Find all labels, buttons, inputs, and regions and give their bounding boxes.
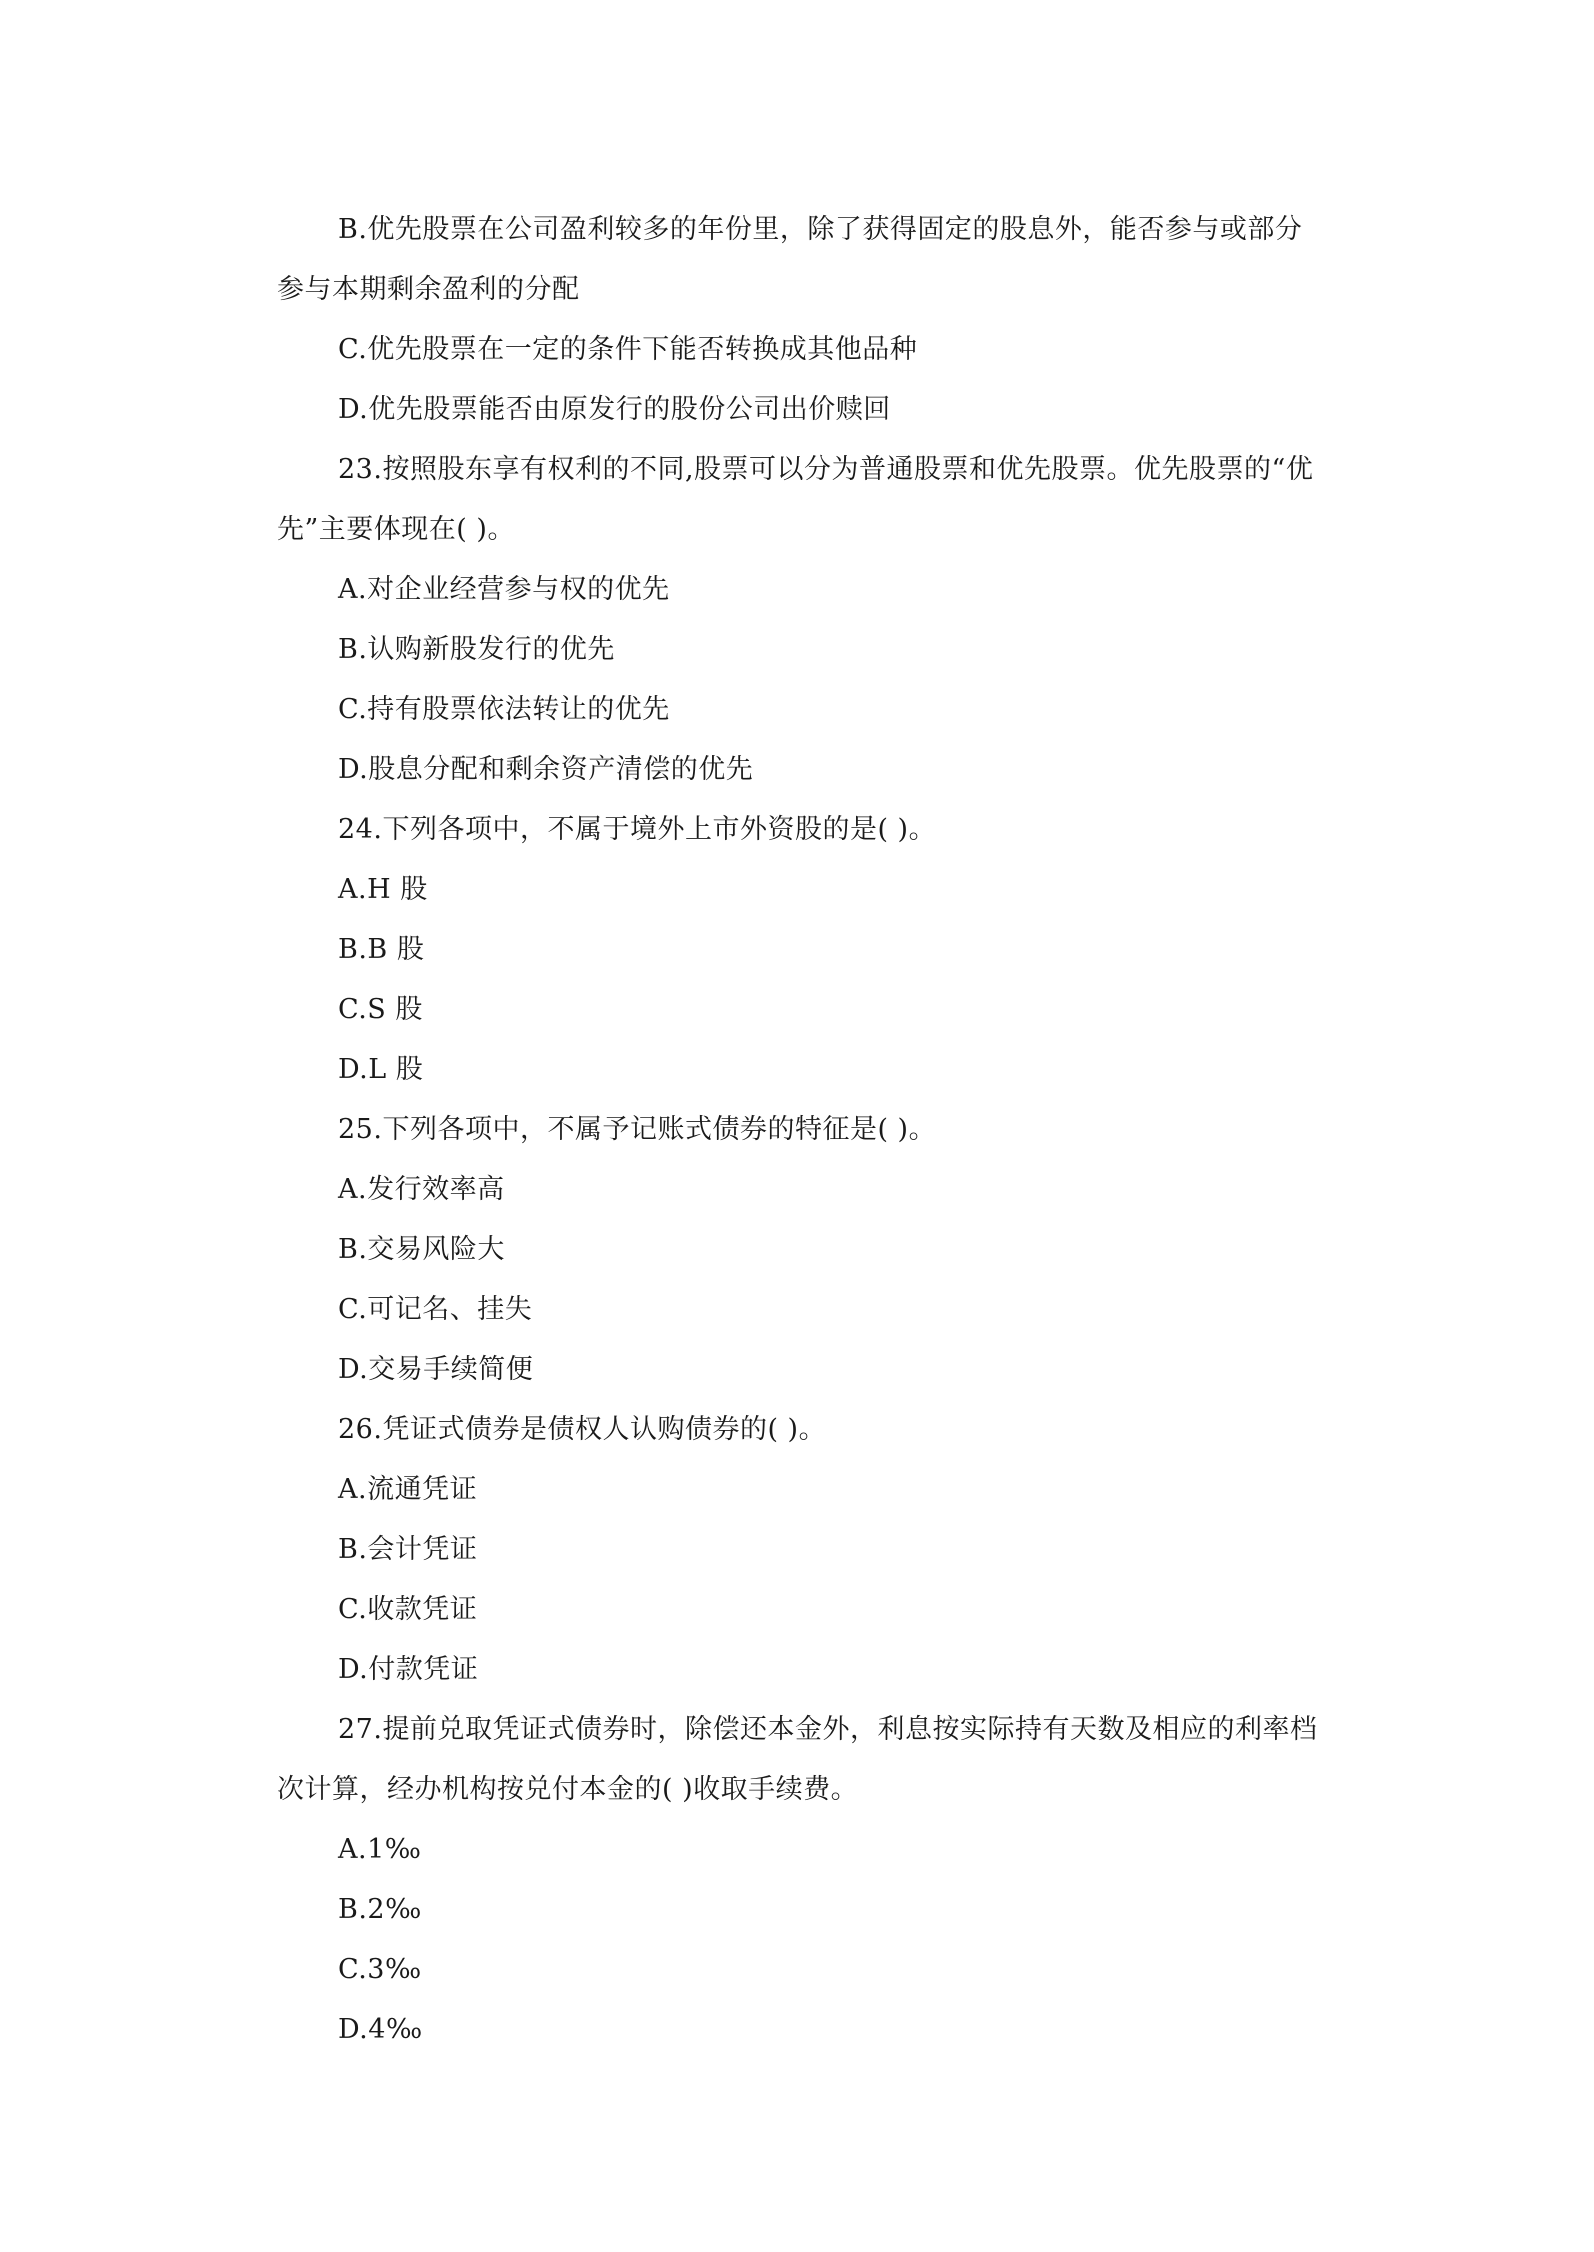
option-25-c: C.可记名、挂失 xyxy=(338,1294,533,1325)
option-26-d: D.付款凭证 xyxy=(338,1654,479,1685)
question-26: 26.凭证式债券是债权人认购债券的( )。 xyxy=(338,1414,827,1445)
option-23-d: D.股息分配和剩余资产清偿的优先 xyxy=(338,754,754,785)
question-27-line-2: 次计算，经办机构按兑付本金的( )收取手续费。 xyxy=(277,1774,859,1805)
option-26-b: B.会计凭证 xyxy=(338,1534,478,1565)
option-22-b-line-2: 参与本期剩余盈利的分配 xyxy=(277,274,580,305)
option-22-b-line-1: B.优先股票在公司盈利较多的年份里，除了获得固定的股息外，能否参与或部分 xyxy=(338,214,1303,245)
question-23-line-1: 23.按照股东享有权利的不同,股票可以分为普通股票和优先股票。优先股票的“优 xyxy=(338,454,1314,485)
question-27-line-1: 27.提前兑取凭证式债券时，除偿还本金外，利息按实际持有天数及相应的利率档 xyxy=(338,1714,1318,1745)
option-25-b: B.交易风险大 xyxy=(338,1234,505,1265)
option-24-a: A.H 股 xyxy=(338,874,428,905)
option-26-a: A.流通凭证 xyxy=(338,1474,478,1505)
option-22-c: C.优先股票在一定的条件下能否转换成其他品种 xyxy=(338,334,918,365)
option-25-d: D.交易手续简便 xyxy=(338,1354,534,1385)
option-27-d: D.4‰ xyxy=(338,2014,423,2045)
option-24-b: B.B 股 xyxy=(338,934,425,965)
question-25: 25.下列各项中，不属予记账式债券的特征是( )。 xyxy=(338,1114,937,1145)
option-23-b: B.认购新股发行的优先 xyxy=(338,634,615,665)
option-22-d: D.优先股票能否由原发行的股份公司出价赎回 xyxy=(338,394,891,425)
question-24: 24.下列各项中，不属于境外上市外资股的是( )。 xyxy=(338,814,937,845)
option-23-c: C.持有股票依法转让的优先 xyxy=(338,694,670,725)
option-27-a: A.1‰ xyxy=(338,1834,422,1865)
option-24-c: C.S 股 xyxy=(338,994,423,1025)
option-27-c: C.3‰ xyxy=(338,1954,422,1985)
option-26-c: C.收款凭证 xyxy=(338,1594,478,1625)
option-27-b: B.2‰ xyxy=(338,1894,422,1925)
document-body xyxy=(277,200,1337,2060)
option-24-d: D.L 股 xyxy=(338,1054,424,1085)
option-25-a: A.发行效率高 xyxy=(338,1174,505,1205)
question-23-line-2: 先”主要体现在( )。 xyxy=(277,514,515,545)
option-23-a: A.对企业经营参与权的优先 xyxy=(338,574,670,605)
